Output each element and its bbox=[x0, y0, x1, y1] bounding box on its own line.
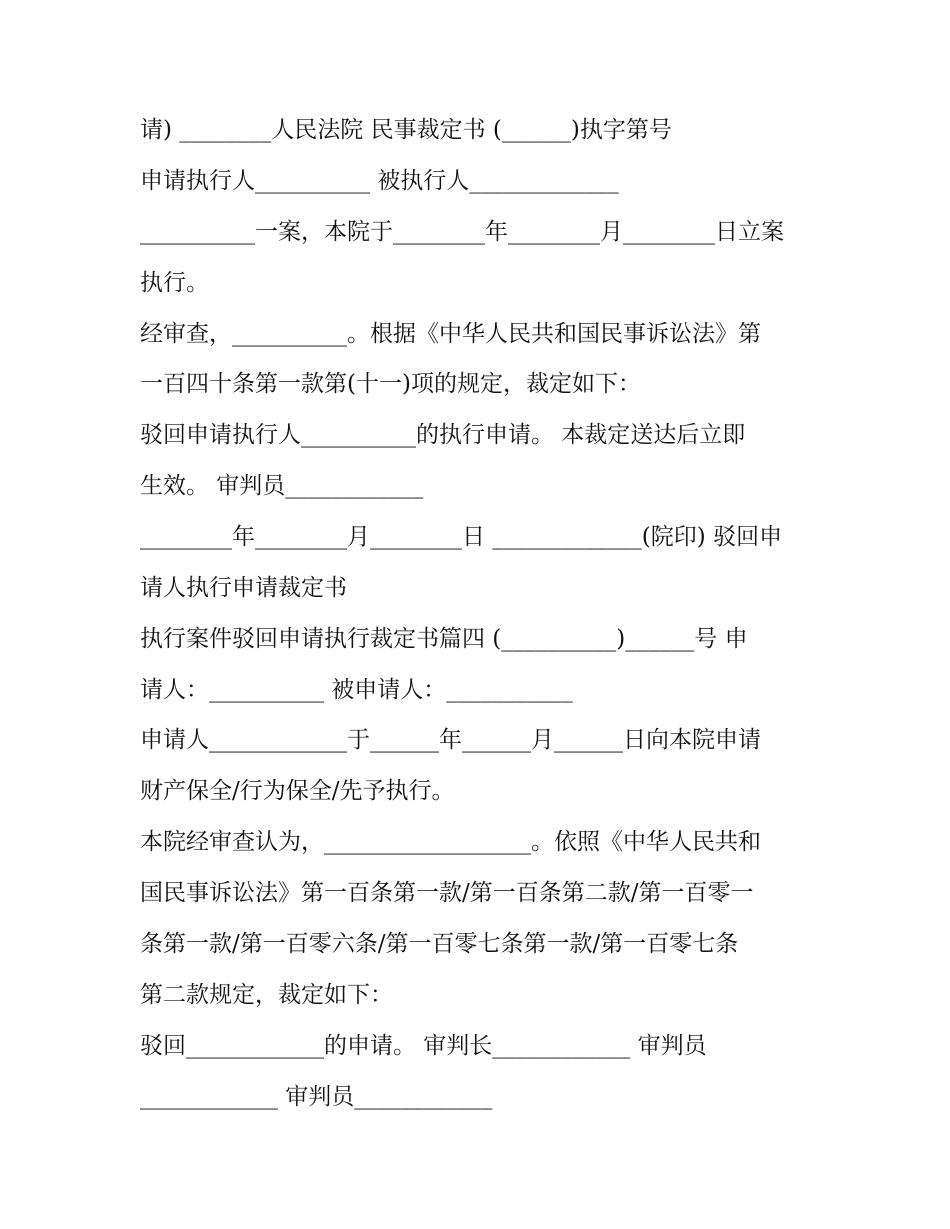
text-line: 申请人____________于______年______月______日向本院申请 bbox=[140, 727, 761, 753]
text-line: 国民事诉讼法》第一百条第一款/第一百条第二款/第一百零一 bbox=[140, 880, 754, 906]
text-line: 生效。 审判员____________ bbox=[140, 473, 424, 499]
text-line: 请人：__________ 被申请人：___________ bbox=[140, 677, 573, 703]
text-line: 驳回申请执行人__________的执行申请。 本裁定送达后立即 bbox=[140, 422, 746, 448]
text-line: 执行案件驳回申请执行裁定书篇四 (__________)______号 申 bbox=[140, 626, 748, 652]
text-line: 申请执行人__________ 被执行人_____________ bbox=[140, 168, 619, 194]
text-line: __________一案，本院于________年________月________日立案 bbox=[140, 219, 784, 245]
text-line: 一百四十条第一款第(十一)项的规定，裁定如下： bbox=[140, 371, 641, 397]
text-line: 经审查，__________。根据《中华人民共和国民事诉讼法》第 bbox=[140, 321, 761, 347]
text-line: ____________ 审判员____________ bbox=[140, 1084, 493, 1110]
text-line: 驳回____________的申请。 审判长____________ 审判员 bbox=[140, 1033, 707, 1059]
text-line: 条第一款/第一百零六条/第一百零七条第一款/第一百零七条 bbox=[140, 931, 739, 957]
text-line: 请) ________人民法院 民事裁定书 (______)执字第号 bbox=[140, 117, 672, 143]
text-line: 执行。 bbox=[140, 270, 209, 296]
text-line: 财产保全/行为保全/先予执行。 bbox=[140, 778, 455, 804]
text-line: ________年________月________日 _____________(院印) 驳回申 bbox=[140, 524, 783, 550]
text-line: 第二款规定，裁定如下： bbox=[140, 982, 393, 1008]
text-line: 请人执行申请裁定书 bbox=[140, 575, 347, 601]
text-line: 本院经审查认为，__________________。依照《中华人民共和 bbox=[140, 829, 761, 855]
